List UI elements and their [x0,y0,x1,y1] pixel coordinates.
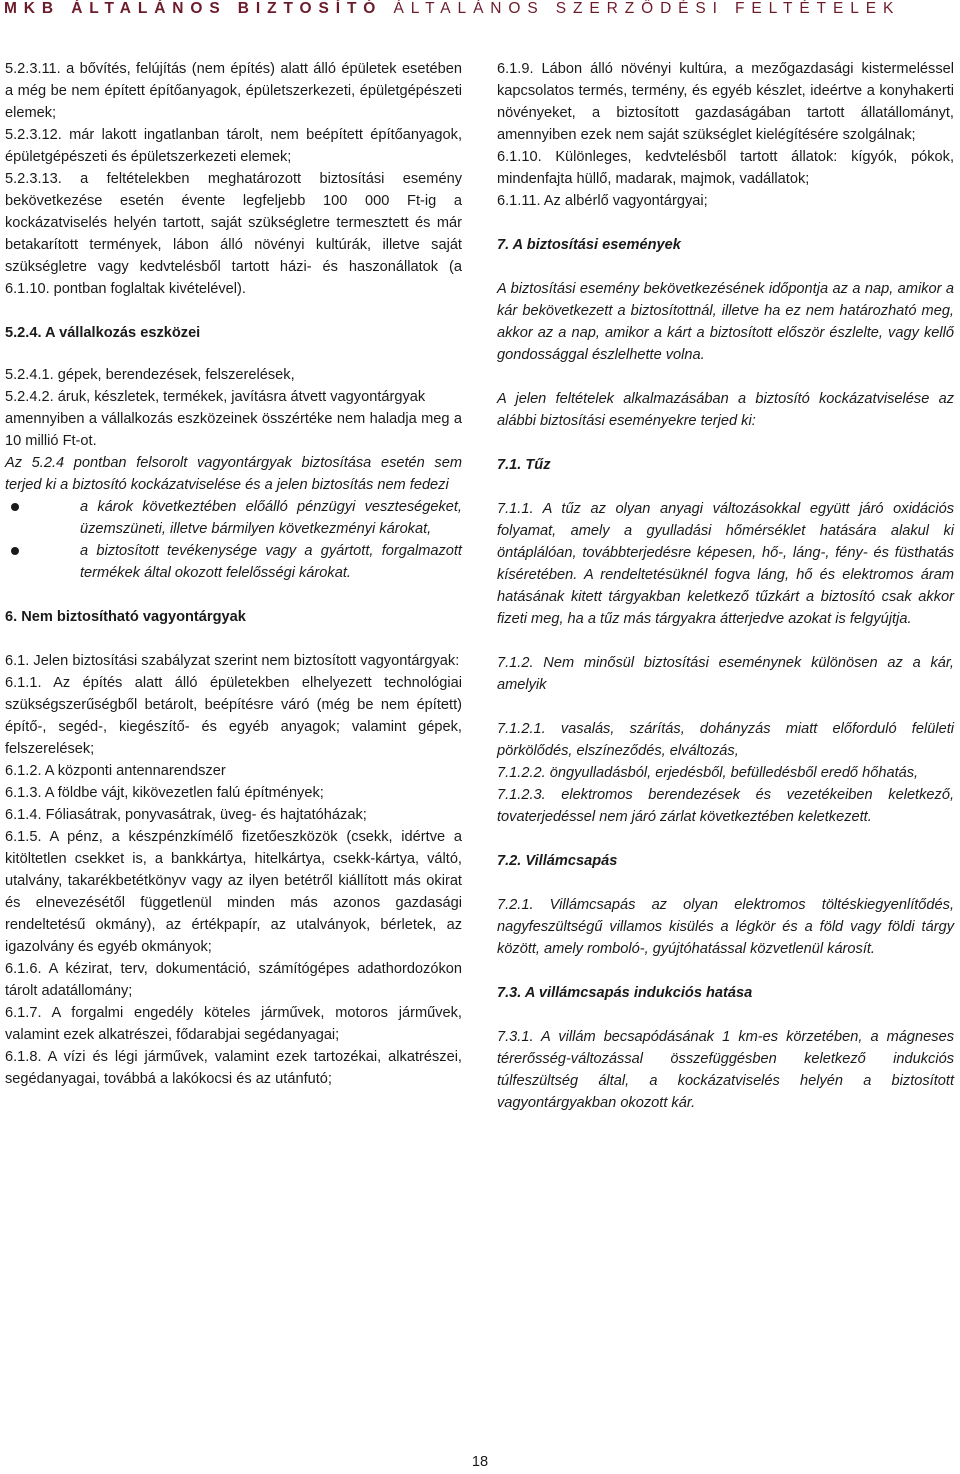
heading-7: 7. A biztosítási események [497,237,681,253]
paragraph-7-3-1: 7.3.1. A villám becsapódásának 1 km-es körzetében, a mágneses térerősség-változással összefüggésben keletkező indukciós túlfeszültség által, a kockázatviselés helyén a biztosított vagyontárgyakban okozott kár. [497,1029,954,1111]
exclusion-bullet-1-text: a károk következtében előálló pénzügyi veszteségeket, üzemszüneti, illetve bármilyen következményi károkat, [80,499,462,537]
paragraph-5-2-3-12: 5.2.3.12. már lakott ingatlanban tárolt, nem beépített építőanyagok, épületgépészeti és épületszerkezeti elemek; [5,127,462,165]
paragraph-6-1-9: 6.1.9. Lábon álló növényi kultúra, a mezőgazdasági kistermeléssel kapcsolatos termés, termény, és egyéb készlet, ideértve a konyhakerti növényeket, a biztosított gazdaságában tartott állatállományt, amennyiben ezek nem saját szükséglet kielégítésére szolgálnak; [497,61,954,143]
paragraph-6-1-7: 6.1.7. A forgalmi engedély köteles járművek, motoros járművek, valamint ezek alkatrészei, fődarabjai segédanyagai; [5,1005,462,1043]
paragraph-5-2-4-2-continued: amennyiben a vállalkozás eszközeinek összértéke nem haladja meg a 10 millió Ft-ot. [5,411,462,449]
paragraph-7-1-2-1: 7.1.2.1. vasalás, szárítás, dohányzás miatt előforduló felületi pörkölődés, elszíneződés, elváltozás, [497,721,954,759]
paragraph-6-1-1: 6.1.1. Az építés alatt álló épületekben elhelyezett technológiai szükségszerűségből betárolt, beépítésre váró (még be nem épített) építő-, segéd-, kiegészítő- és egyéb anyagok; valamint gépek, felszerelések; [5,675,462,757]
heading-7-3: 7.3. A villámcsapás indukciós hatása [497,985,753,1001]
paragraph-6-1-3: 6.1.3. A földbe vájt, kikövezetlen falú építmények; [5,785,324,801]
page-number: 18 [471,1454,489,1470]
header-insurer-name: MKB ÁLTALÁNOS BIZTOSÍTÓ [4,0,383,17]
paragraph-7-scope: A jelen feltételek alkalmazásában a biztosító kockázatviselése az alábbi biztosítási eseményekre terjed ki: [497,391,954,429]
paragraph-7-1-2-3: 7.1.2.3. elektromos berendezések és vezetékeiben keletkező, tovaterjedéssel nem járó zárlat következtében keletkezett. [497,787,954,825]
right-column [497,58,954,1114]
heading-6: 6. Nem biztosítható vagyontárgyak [5,609,246,625]
paragraph-6-1-2: 6.1.2. A központi antennarendszer [5,763,226,779]
paragraph-6-1-6: 6.1.6. A kézirat, terv, dokumentáció, számítógépes adathordozókon tárolt adatállomány; [5,961,462,999]
paragraph-7-2-1: 7.2.1. Villámcsapás az olyan elektromos töltéskiegyenlítődés, nagyfeszültségű villamos kisülés a légkör és a föld vagy földi tárgy között, amely romboló-, gyújtóhatással közvetlenül károsít. [497,897,954,957]
exclusion-intro: Az 5.2.4 pontban felsorolt vagyontárgyak biztosítása esetén sem terjed ki a biztosító kockázatviselése és a jelen biztosítás nem fedezi [5,455,462,493]
bullet-dot-icon [11,503,19,511]
paragraph-7-event-time: A biztosítási esemény bekövetkezésének időpontja az a nap, amikor a kár bekövetkezett a biztosítottnál, illetve ha ez nem határozható meg, akkor az a nap, amikor a kárt a biztosított először észlelte, vagy kellő gondossággal észlelhette volna. [497,281,954,363]
left-column [5,58,462,1090]
paragraph-5-2-3-13: 5.2.3.13. a feltételekben meghatározott biztosítási esemény bekövetkezése esetén évente legfeljebb 100 000 Ft-ig a kockázatviselés helyén tartott, saját szükségletre termesztett és már betakarított termények, lábon álló növényi kultúrák, illetve saját szükségletre vagy kedvtelésből tartott házi- és haszonállatok (a 6.1.10. pontban foglaltak kivételével). [5,171,462,297]
paragraph-5-2-4-1: 5.2.4.1. gépek, berendezések, felszerelések, [5,367,295,383]
heading-7-2: 7.2. Villámcsapás [497,853,618,869]
paragraph-6-1-10: 6.1.10. Különleges, kedvtelésből tartott állatok: kígyók, pókok, mindenfajta hüllő, madarak, majmok, vadállatok; [497,149,954,187]
paragraph-6-1: 6.1. Jelen biztosítási szabályzat szerint nem biztosított vagyontárgyak: [5,653,460,669]
paragraph-7-1-2: 7.1.2. Nem minősül biztosítási eseménynek különösen az a kár, amelyik [497,655,954,693]
bullet-dot-icon [11,547,19,555]
exclusion-bullet-2 [5,540,462,584]
heading-7-1: 7.1. Tűz [497,457,551,473]
paragraph-7-1-2-2: 7.1.2.2. öngyulladásból, erjedésből, befülledésből eredő hőhatás, [497,765,919,781]
running-header [4,0,960,24]
paragraph-6-1-8: 6.1.8. A vízi és légi járművek, valamint ezek tartozékai, alkatrészei, segédanyagai, továbbá a lakókocsi és az utánfutó; [5,1049,462,1087]
paragraph-7-1-1: 7.1.1. A tűz az olyan anyagi változásokkal együtt járó oxidációs folyamat, amely a gyulladási hőmérséklet hatására alakul ki öntáplálóan, továbbterjedésre képesen, hő-, láng-, fény- és füsthatás kíséretében. A rendeltetésüknél fogva láng, hő és elektromos áram hatásának kitett tárgyakban keletkező tűzkárt a biztosító csak akkor fizeti meg, ha a tűz más tárgyakra átterjedve azokat is felgyújtja. [497,501,954,627]
paragraph-6-1-11: 6.1.11. Az albérlő vagyontárgyai; [497,193,708,209]
paragraph-6-1-5: 6.1.5. A pénz, a készpénzkímélő fizetőeszközök (csekk, idértve a kitöltetlen csekket is, a bankkártya, hitelkártya, csekk-kártya, váltó, utalvány, takarékbetétkönyv vagy az ilyen betétről kiállított más okirat és elnevezésétől függetlenül minden más azonos gazdasági rendeltetésű okmány), az értékpapír, az utalványok, bérletek, az igazolvány és egyéb okmányok; [5,829,462,955]
paragraph-6-1-4: 6.1.4. Fóliasátrak, ponyvasátrak, üveg- és hajtatóházak; [5,807,367,823]
exclusion-bullet-2-text: a biztosított tevékenysége vagy a gyártott, forgalmazott termékek által okozott felelősségi károkat. [80,543,462,581]
paragraph-5-2-4-2: 5.2.4.2. áruk, készletek, termékek, javításra átvett vagyontárgyak [5,389,426,405]
exclusion-bullet-1 [5,496,462,540]
paragraph-5-2-3-11: 5.2.3.11. a bővítés, felújítás (nem építés) alatt álló épületek esetében a még be nem épített építőanyagok, épületszerkezeti, épületgépészeti elemek; [5,61,462,121]
header-document-title: ÁLTALÁNOS SZERZŐDÉSI FELTÉTELEK [393,0,901,17]
heading-5-2-4: 5.2.4. A vállalkozás eszközei [5,325,201,341]
